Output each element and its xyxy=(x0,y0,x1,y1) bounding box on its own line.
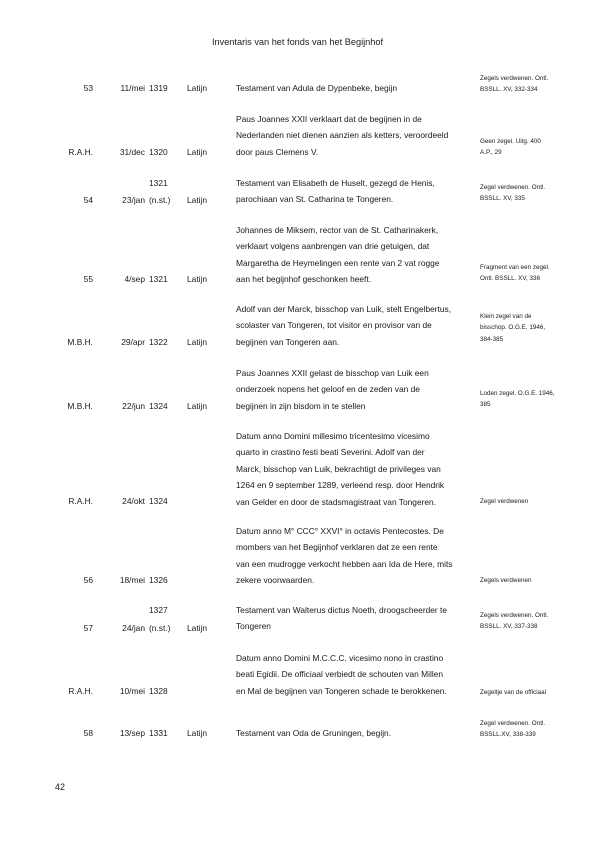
row-description: Datum anno Domini millesimo tricentesimo vicesimo quarto in crastino festi beati Severini. Adolf van der Marck, bisschop van Luik, bekrachtigt de privileges van 1264 en 9 september 1289, verleend resp. door Hendrik van Gelder en door de stadsmagistraat van Tongeren. xyxy=(236,431,445,507)
row-year: 1331 xyxy=(149,728,168,738)
row-date: 24/okt xyxy=(122,496,145,506)
row-date: 11/mei xyxy=(120,83,145,93)
row-id: 53 xyxy=(83,83,93,93)
row-description: Datum anno Domini M.C.C.C. vicesimo nono in crastino beati Egidii. De officiaal verbiedt de schouten van Millen en Mal de begijnen van Tongeren schade te berokkenen. xyxy=(236,653,447,696)
row-description: Testament van Oda de Gruningen, begijn. xyxy=(236,728,392,738)
row-id: R.A.H. xyxy=(68,496,93,506)
row-year: 1327 xyxy=(149,605,168,615)
row-year: 1324 xyxy=(149,496,168,506)
row-id: 58 xyxy=(83,728,93,738)
row-note: Klein zegel van de bisschop. O.G.E. 1946, 384-385 xyxy=(480,313,546,343)
row-date: 24/jan xyxy=(122,623,145,633)
row-id: R.A.H. xyxy=(68,147,93,157)
row-year: 1326 xyxy=(149,575,168,585)
row-note: Zegel verdwenen xyxy=(480,498,529,505)
row-description: Paus Joannes XXII gelast de bisschop van Luik een onderzoek nopens het geloof en de zeden van de begijnen in zijn bisdom in te stellen xyxy=(236,368,429,411)
row-description: Paus Joannes XXII verklaart dat de begijnen in de Nederlanden niet dienen aanzien als ketters, veroordeeld door paus Clemens V. xyxy=(236,114,449,157)
row-date: 10/mei xyxy=(119,686,145,696)
row-language: Latijn xyxy=(187,401,208,411)
row-date: 13/sep xyxy=(119,728,145,738)
row-note: Zegeltje van de officiaal xyxy=(480,689,547,696)
row-id: R.A.H. xyxy=(68,686,93,696)
row-date: 23/jan xyxy=(122,195,145,205)
row-id: 56 xyxy=(83,575,93,585)
row-language: Latijn xyxy=(187,147,208,157)
row-year-style: (n.st.) xyxy=(149,623,171,633)
row-year: 1319 xyxy=(149,83,168,93)
row-note: Zegel verdwenen. Ontl. BSSLL. XV, 335 xyxy=(480,184,546,203)
row-description: Testament van Adula de Dypenbeke, begijn xyxy=(236,83,398,93)
row-year: 1321 xyxy=(149,178,168,188)
row-year: 1324 xyxy=(149,401,168,411)
page-number: 42 xyxy=(55,782,66,792)
row-note: Zegels verdwenen xyxy=(480,577,532,584)
row-year: 1321 xyxy=(149,274,168,284)
page-title: Inventaris van het fonds van het Begijnhof xyxy=(211,37,384,47)
row-language: Latijn xyxy=(187,83,208,93)
row-date: 22/jun xyxy=(122,401,145,411)
row-id: 57 xyxy=(83,623,93,633)
row-note: Zegels verdwenen. Ontl. BSSLL. XV, 337-338 xyxy=(480,612,549,631)
row-date: 4/sep xyxy=(124,274,145,284)
row-date: 29/apr xyxy=(121,337,145,347)
row-description: Datum anno M° CCC° XXVI° in octavis Pentecostes. De mombers van het Begijnhof verklaren dat ze een rente van een mudrogge verkocht hebben aan Ida de Here, mits zekere voorwaarden. xyxy=(236,526,453,586)
row-id: 55 xyxy=(83,274,93,284)
row-note: Loden zegel. O.G.E. 1946, 385 xyxy=(480,390,555,409)
row-language: Latijn xyxy=(187,623,208,633)
row-note: Fragment van een zegel. Ontl. BSSLL. XV, 336 xyxy=(480,264,550,283)
row-id: M.B.H. xyxy=(67,401,93,411)
row-language: Latijn xyxy=(187,337,208,347)
row-year: 1320 xyxy=(149,147,168,157)
row-note: Geen zegel. Uitg. 400 A.P., 29 xyxy=(480,138,541,157)
row-note: Zegel verdwenen. Ontl. BSSLL.XV, 338-339 xyxy=(480,720,546,739)
row-description: Adolf van der Marck, bisschop van Luik, stelt Engelbertus, scolaster van Tongeren, tot visitor en provisor van de begijnen van Tongeren aan. xyxy=(236,304,452,347)
row-year: 1322 xyxy=(149,337,168,347)
row-id: 54 xyxy=(83,195,93,205)
row-description: Johannes de Miksem, rector van de St. Catharinakerk, verklaart volgens aanbrengen van drie getuigen, dat Margaretha de Heymelingen een rente van 2 vat rogge aan het begijnhof geschonken heeft. xyxy=(236,225,440,285)
row-year: 1328 xyxy=(149,686,168,696)
row-language: Latijn xyxy=(187,274,208,284)
row-language: Latijn xyxy=(187,728,208,738)
row-language: Latijn xyxy=(187,195,208,205)
row-description: Testament van Walterus dictus Noeth, droogscheerder te Tongeren xyxy=(236,605,448,632)
row-description: Testament van Elisabeth de Huselt, gezegd de Henis, parochiaan van St. Catharina te Tongeren. xyxy=(236,178,435,205)
row-date: 18/mei xyxy=(119,575,145,585)
row-year-style: (n.st.) xyxy=(149,195,171,205)
row-date: 31/dec xyxy=(119,147,145,157)
row-id: M.B.H. xyxy=(67,337,93,347)
row-note: Zegels verdwenen. Ontl. BSSLL. XV, 332-334 xyxy=(480,75,549,94)
